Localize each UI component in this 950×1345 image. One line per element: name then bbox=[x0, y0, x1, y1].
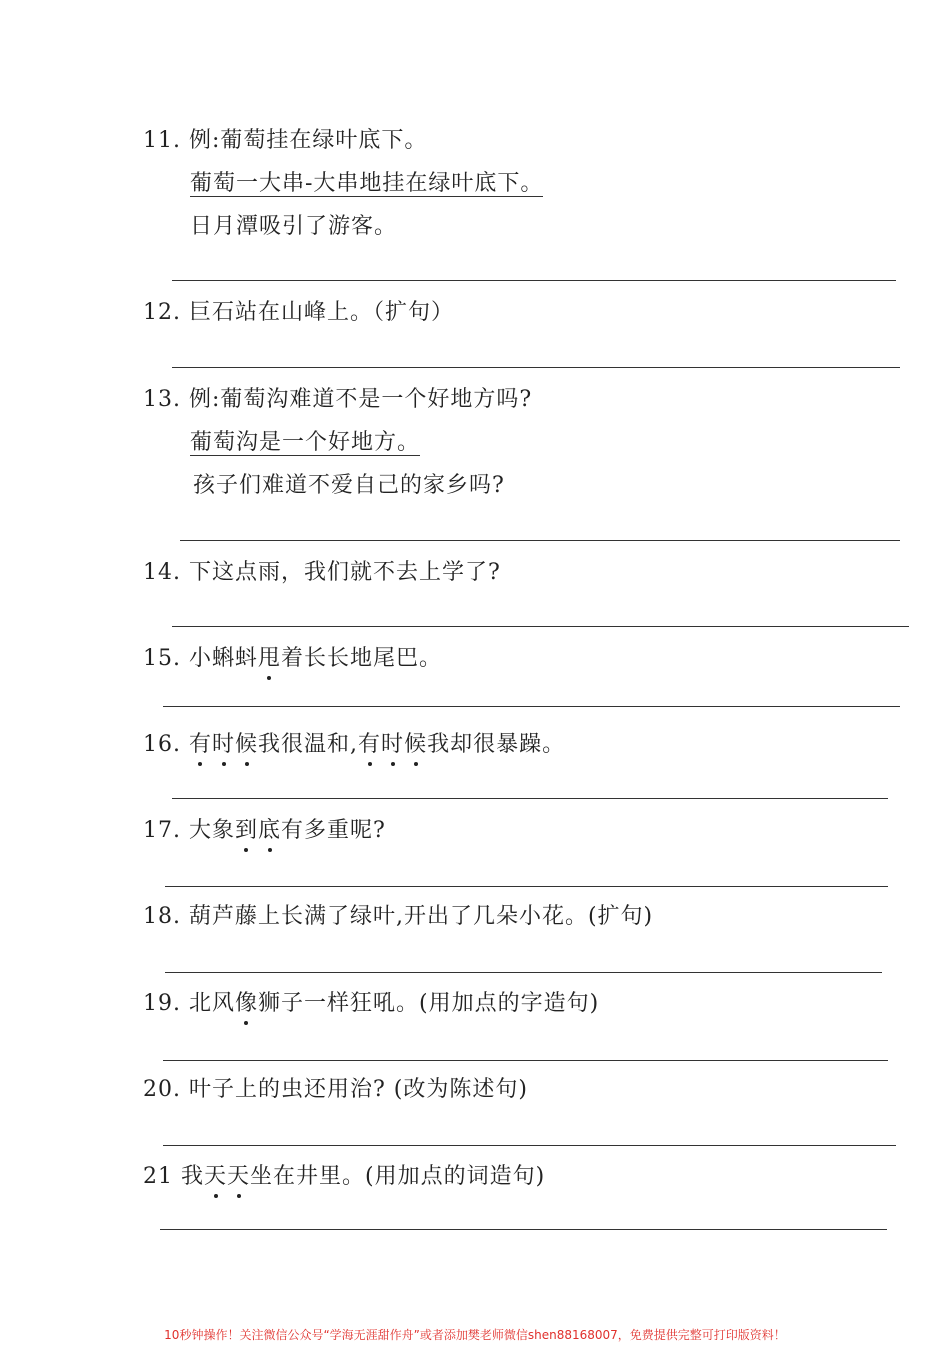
answer-line-20[interactable] bbox=[163, 1145, 896, 1146]
text-segment: 16. bbox=[143, 732, 189, 757]
question-17 bbox=[143, 816, 386, 846]
text-segment: 我很温和, bbox=[258, 732, 359, 757]
answer-line-11[interactable] bbox=[172, 280, 896, 281]
text-segment: 着长长地尾巴。 bbox=[281, 646, 443, 671]
text-segment: 坐在井里。(用加点的词造句) bbox=[250, 1164, 546, 1189]
answer-line-18[interactable] bbox=[165, 972, 882, 973]
question-11-example bbox=[190, 169, 543, 199]
dotted-char: 有 bbox=[358, 730, 381, 760]
dotted-char: 天 bbox=[204, 1162, 227, 1192]
text-segment: 15. 小蝌蚪 bbox=[143, 646, 258, 671]
question-16 bbox=[143, 730, 565, 760]
text-segment: 17. 大象 bbox=[143, 818, 235, 843]
answer-line-15[interactable] bbox=[163, 706, 900, 707]
answer-line-13[interactable] bbox=[180, 540, 900, 541]
example-answer: 葡萄沟是一个好地方。 bbox=[190, 430, 421, 455]
question-15 bbox=[143, 644, 442, 674]
question-21 bbox=[143, 1162, 545, 1192]
question-14: 14. 下这点雨，我们就不去上学了? bbox=[143, 560, 501, 585]
dotted-char: 底 bbox=[258, 816, 281, 846]
question-18: 18. 葫芦藤上长满了绿叶,开出了几朵小花。(扩句) bbox=[143, 904, 654, 929]
answer-line-16[interactable] bbox=[172, 798, 888, 799]
answer-line-19[interactable] bbox=[163, 1060, 888, 1061]
dotted-char: 候 bbox=[235, 730, 258, 760]
footer-promo-text: 10秒钟操作！关注微信公众号“学海无涯甜作舟”或者添加樊老师微信shen88168007，免费提供完整可打印版资料！ bbox=[164, 1328, 786, 1342]
dotted-char: 时 bbox=[212, 730, 235, 760]
question-13: 13. 例:葡萄沟难道不是一个好地方吗? bbox=[143, 387, 533, 412]
text-segment: 有多重呢? bbox=[281, 818, 386, 843]
text-segment: 21 我 bbox=[143, 1164, 204, 1189]
answer-line-21[interactable] bbox=[160, 1229, 887, 1230]
question-11: 11. 例:葡萄挂在绿叶底下。 bbox=[143, 128, 428, 153]
answer-line-14[interactable] bbox=[172, 626, 909, 627]
question-20: 20. 叶子上的虫还用治? (改为陈述句) bbox=[143, 1077, 528, 1102]
dotted-char: 有 bbox=[189, 730, 212, 760]
dotted-char: 像 bbox=[235, 989, 258, 1019]
text-segment: 我却很暴躁。 bbox=[427, 732, 566, 757]
dotted-char: 时 bbox=[381, 730, 404, 760]
answer-line-17[interactable] bbox=[165, 886, 888, 887]
question-13-example bbox=[190, 428, 420, 458]
dotted-char: 候 bbox=[404, 730, 427, 760]
question-11-task: 日月潭吸引了游客。 bbox=[190, 214, 398, 239]
text-segment: 19. 北风 bbox=[143, 991, 235, 1016]
example-answer: 葡萄一大串-大串地挂在绿叶底下。 bbox=[190, 171, 544, 196]
question-12: 12. 巨石站在山峰上。（扩句） bbox=[143, 300, 454, 325]
question-19 bbox=[143, 989, 599, 1019]
dotted-char: 到 bbox=[235, 816, 258, 846]
question-13-task: 孩子们难道不爱自己的家乡吗? bbox=[193, 473, 505, 498]
answer-line-12[interactable] bbox=[172, 367, 900, 368]
dotted-char: 天 bbox=[227, 1162, 250, 1192]
text-segment: 狮子一样狂吼。(用加点的字造句) bbox=[258, 991, 600, 1016]
dotted-char: 甩 bbox=[258, 644, 281, 674]
